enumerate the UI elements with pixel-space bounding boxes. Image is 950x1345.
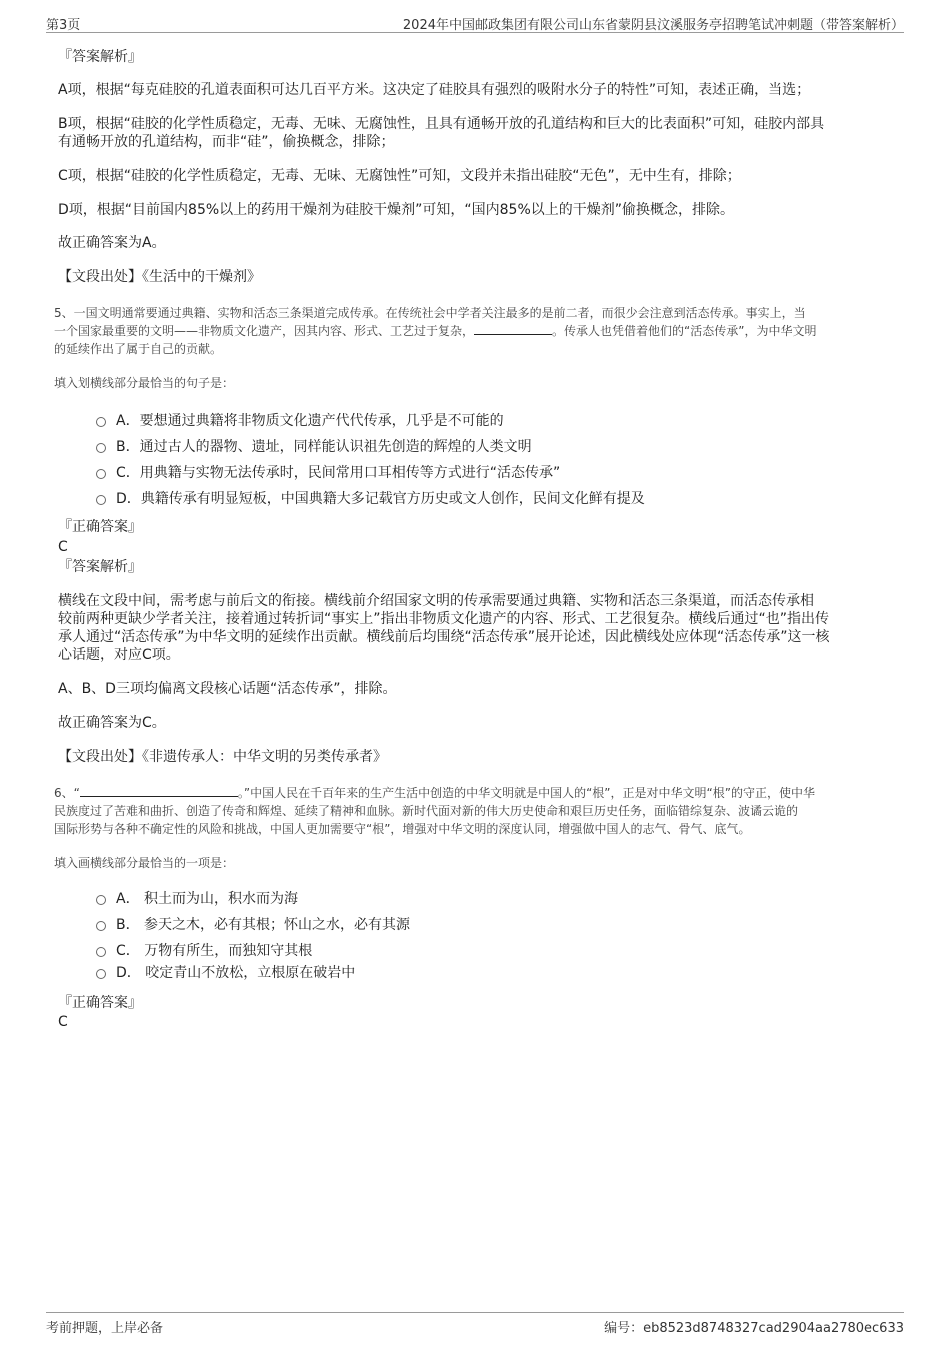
option-label: A．要想通过典籍将非物质文化遗产代代传承，几乎是不可能的: [116, 413, 504, 429]
q5-stem-line2: [54, 322, 816, 340]
q5-stem-line3: 的延续作出了属于自己的贡献。: [54, 342, 223, 356]
q5-answer-heading: 『正确答案』: [58, 519, 142, 535]
q5-stem-line2-part2: 。传承人也凭借着他们的“活态传承”，为中华文明: [552, 324, 817, 338]
radio-icon[interactable]: [96, 969, 106, 979]
q5-conclusion: 故正确答案为C。: [58, 715, 166, 731]
page-header: [46, 14, 904, 33]
q5-option-a[interactable]: [58, 412, 504, 438]
option-label: C． 万物有所生，而独知守其根: [116, 943, 313, 959]
q6-answer: C: [58, 1014, 68, 1030]
q6-stem-line3: 国际形势与各种不确定性的风险和挑战，中国人更加需要守“根”，增强对中华文明的深度认同，增强做中国人的志气、骨气、底气。: [54, 822, 751, 836]
q4-analysis-b-line1: B项，根据“硅胶的化学性质稳定，无毒、无味、无腐蚀性，且具有通畅开放的孔道结构和巨大的比表面积”可知，硅胶内部具: [58, 116, 825, 132]
document-code-value: eb8523d8748327cad2904aa2780ec633: [643, 1321, 904, 1336]
q5-stem-line1: 5、一国文明通常要通过典籍、实物和活态三条渠道完成传承。在传统社会中学者关注最多的是前二者，而很少会注意到活态传承。事实上，当: [54, 306, 806, 320]
option-label: B．通过古人的器物、遗址，同样能认识祖先创造的辉煌的人类文明: [116, 439, 532, 455]
q6-stem-prefix: 6、“: [54, 786, 80, 800]
option-label: B． 参天之木，必有其根；怀山之水，必有其源: [116, 917, 411, 933]
q4-conclusion: 故正确答案为A。: [58, 235, 166, 251]
q5-analysis-line3: 承人通过“活态传承”为中华文明的延续作出贡献。横线前后均围绕“活态传承”展开论述，因此横线处应体现“活态传承”这一核: [58, 629, 830, 645]
radio-icon[interactable]: [96, 947, 106, 957]
q5-analysis-line1: 横线在文段中间，需考虑与前后文的衔接。横线前介绍国家文明的传承需要通过典籍、实物和活态三条渠道，而活态传承相: [58, 593, 814, 609]
footer-slogan: 考前押题，上岸必备: [46, 1321, 164, 1336]
q6-stem-line1: [54, 784, 815, 802]
page-number: 第3页: [46, 18, 81, 33]
document-code-label: 编号：: [604, 1321, 644, 1336]
q5-analysis-line2: 较前两种更缺少学者关注，接着通过转折词“事实上”指出非物质文化遗产的内容、形式、工艺很复杂。横线后通过“也”指出传: [58, 611, 830, 627]
q6-answer-heading: 『正确答案』: [58, 995, 142, 1011]
q5-analysis-heading: 『答案解析』: [58, 559, 142, 575]
q5-answer-blank: [474, 322, 552, 335]
radio-icon[interactable]: [96, 895, 106, 905]
radio-icon[interactable]: [96, 417, 106, 427]
q4-analysis-c: C项，根据“硅胶的化学性质稳定，无毒、无味、无腐蚀性”可知，文段并未指出硅胶“无色”，无中生有，排除；: [58, 168, 741, 184]
q6-option-b[interactable]: [58, 916, 411, 942]
radio-icon[interactable]: [96, 443, 106, 453]
document-code: [604, 1317, 904, 1336]
q4-analysis-heading: 『答案解析』: [58, 49, 142, 65]
q6-stem-line1-rest: 。”中国人民在千百年来的生产生活中创造的中华文明就是中国人的“根”，正是对中华文明“根”的守正，使中华: [237, 786, 815, 800]
radio-icon[interactable]: [96, 921, 106, 931]
q5-option-c[interactable]: [58, 464, 561, 490]
option-label: C．用典籍与实物无法传承时，民间常用口耳相传等方式进行“活态传承”: [116, 465, 561, 481]
q4-source: 【文段出处】《生活中的干燥剂》: [58, 269, 261, 285]
q6-answer-blank: [80, 784, 238, 797]
q5-source: 【文段出处】《非遗传承人：中华文明的另类传承者》: [58, 749, 387, 765]
q6-option-a[interactable]: [58, 890, 299, 916]
q4-analysis-d: D项，根据“目前国内85%以上的药用干燥剂为硅胶干燥剂”可知，“国内85%以上的干燥剂”偷换概念，排除。: [58, 202, 735, 218]
q4-analysis-b-line2: 有通畅开放的孔道结构，而非“硅”，偷换概念，排除；: [58, 134, 395, 150]
q5-answer: C: [58, 539, 68, 555]
q4-analysis-a: A项，根据“每克硅胶的孔道表面积可达几百平方米。这决定了硅胶具有强烈的吸附水分子的特性”可知，表述正确，当选；: [58, 82, 811, 98]
option-label: A． 积土而为山，积水而为海: [116, 891, 299, 907]
radio-icon[interactable]: [96, 469, 106, 479]
q5-option-b[interactable]: [58, 438, 532, 464]
page-footer: [46, 1312, 904, 1335]
q5-option-d[interactable]: [58, 490, 645, 516]
radio-icon[interactable]: [96, 495, 106, 505]
q6-stem-line2: 民族度过了苦难和曲折、创造了传奇和辉煌、延续了精神和血脉。新时代面对新的伟大历史使命和艰巨历史任务，面临错综复杂、波谲云诡的: [54, 804, 799, 818]
option-label: D．典籍传承有明显短板，中国典籍大多记载官方历史或文人创作，民间文化鲜有提及: [116, 491, 645, 507]
q5-prompt: 填入划横线部分最恰当的句子是：: [54, 376, 235, 390]
q5-exclude: A、B、D三项均偏离文段核心话题“活态传承”，排除。: [58, 681, 397, 697]
q6-prompt: 填入画横线部分最恰当的一项是：: [54, 856, 235, 870]
option-label: D． 咬定青山不放松，立根原在破岩中: [116, 965, 356, 981]
q5-analysis-line4: 心话题，对应C项。: [58, 647, 180, 663]
q6-option-d[interactable]: [58, 964, 356, 990]
q5-stem-line2-part1: 一个国家最重要的文明——非物质文化遗产，因其内容、形式、工艺过于复杂，: [54, 324, 475, 338]
document-title: 2024年中国邮政集团有限公司山东省蒙阴县汶溪服务亭招聘笔试冲刺题（带答案解析）: [402, 18, 904, 33]
